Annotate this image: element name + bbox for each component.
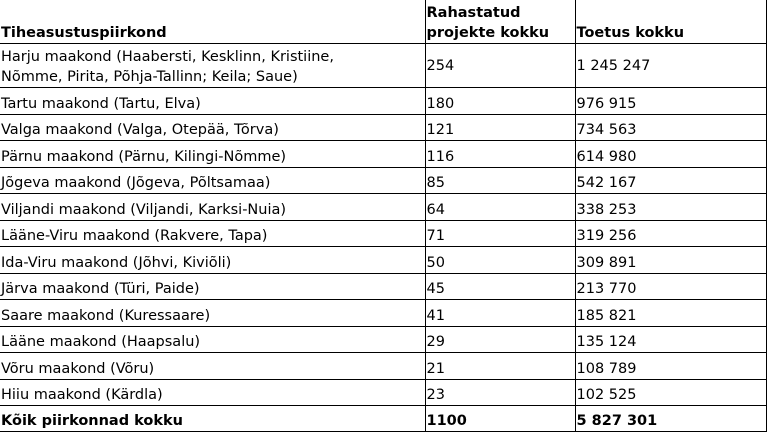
support-cell: 614 980 bbox=[575, 141, 766, 168]
table-row bbox=[0, 247, 766, 274]
table-row bbox=[0, 44, 766, 88]
support-cell: 1 245 247 bbox=[575, 44, 766, 88]
region-cell: Hiiu maakond (Kärdla) bbox=[0, 379, 425, 406]
region-cell: Jõgeva maakond (Jõgeva, Põltsamaa) bbox=[0, 167, 425, 194]
support-cell: 338 253 bbox=[575, 194, 766, 221]
total-projects: 1100 bbox=[425, 406, 575, 432]
header-projects bbox=[425, 0, 575, 44]
total-support: 5 827 301 bbox=[575, 406, 766, 432]
projects-cell: 254 bbox=[425, 44, 575, 88]
support-cell: 319 256 bbox=[575, 220, 766, 247]
table-row bbox=[0, 273, 766, 300]
projects-cell: 23 bbox=[425, 379, 575, 406]
support-cell: 185 821 bbox=[575, 300, 766, 327]
support-cell: 734 563 bbox=[575, 114, 766, 141]
support-cell: 102 525 bbox=[575, 379, 766, 406]
header-row bbox=[0, 0, 766, 44]
table-row bbox=[0, 167, 766, 194]
projects-cell: 21 bbox=[425, 353, 575, 380]
table-row bbox=[0, 220, 766, 247]
support-cell: 542 167 bbox=[575, 167, 766, 194]
region-cell: Viljandi maakond (Viljandi, Karksi-Nuia) bbox=[0, 194, 425, 221]
projects-cell: 71 bbox=[425, 220, 575, 247]
header-projects-line2: projekte kokku bbox=[426, 25, 550, 41]
table-row bbox=[0, 300, 766, 327]
table-row bbox=[0, 88, 766, 115]
projects-cell: 121 bbox=[425, 114, 575, 141]
projects-cell: 116 bbox=[425, 141, 575, 168]
region-cell: Lääne maakond (Haapsalu) bbox=[0, 326, 425, 353]
header-support: Toetus kokku bbox=[575, 0, 766, 44]
region-cell: Võru maakond (Võru) bbox=[0, 353, 425, 380]
region-cell: Pärnu maakond (Pärnu, Kilingi-Nõmme) bbox=[0, 141, 425, 168]
table-row bbox=[0, 379, 766, 406]
table-row bbox=[0, 326, 766, 353]
total-row bbox=[0, 406, 766, 432]
region-cell: Ida-Viru maakond (Jõhvi, Kiviõli) bbox=[0, 247, 425, 274]
projects-cell: 85 bbox=[425, 167, 575, 194]
region-cell: Lääne-Viru maakond (Rakvere, Tapa) bbox=[0, 220, 425, 247]
support-cell: 135 124 bbox=[575, 326, 766, 353]
table-row bbox=[0, 353, 766, 380]
region-line2: Nõmme, Pirita, Põhja-Tallinn; Keila; Saue) bbox=[1, 69, 298, 85]
table-row bbox=[0, 114, 766, 141]
table-row bbox=[0, 194, 766, 221]
region-cell bbox=[0, 44, 425, 88]
support-cell: 213 770 bbox=[575, 273, 766, 300]
region-line1: Harju maakond (Haabersti, Kesklinn, Kristiine, bbox=[1, 49, 334, 65]
header-region: Tiheasustuspiirkond bbox=[0, 0, 425, 44]
table-row bbox=[0, 141, 766, 168]
projects-cell: 64 bbox=[425, 194, 575, 221]
total-label: Kõik piirkonnad kokku bbox=[0, 406, 425, 432]
region-cell: Valga maakond (Valga, Otepää, Tõrva) bbox=[0, 114, 425, 141]
region-cell: Tartu maakond (Tartu, Elva) bbox=[0, 88, 425, 115]
region-cell: Järva maakond (Türi, Paide) bbox=[0, 273, 425, 300]
projects-cell: 29 bbox=[425, 326, 575, 353]
projects-cell: 45 bbox=[425, 273, 575, 300]
projects-cell: 50 bbox=[425, 247, 575, 274]
projects-cell: 41 bbox=[425, 300, 575, 327]
support-cell: 108 789 bbox=[575, 353, 766, 380]
projects-cell: 180 bbox=[425, 88, 575, 115]
region-cell: Saare maakond (Kuressaare) bbox=[0, 300, 425, 327]
support-cell: 309 891 bbox=[575, 247, 766, 274]
header-projects-line1: Rahastatud bbox=[426, 5, 521, 21]
support-cell: 976 915 bbox=[575, 88, 766, 115]
